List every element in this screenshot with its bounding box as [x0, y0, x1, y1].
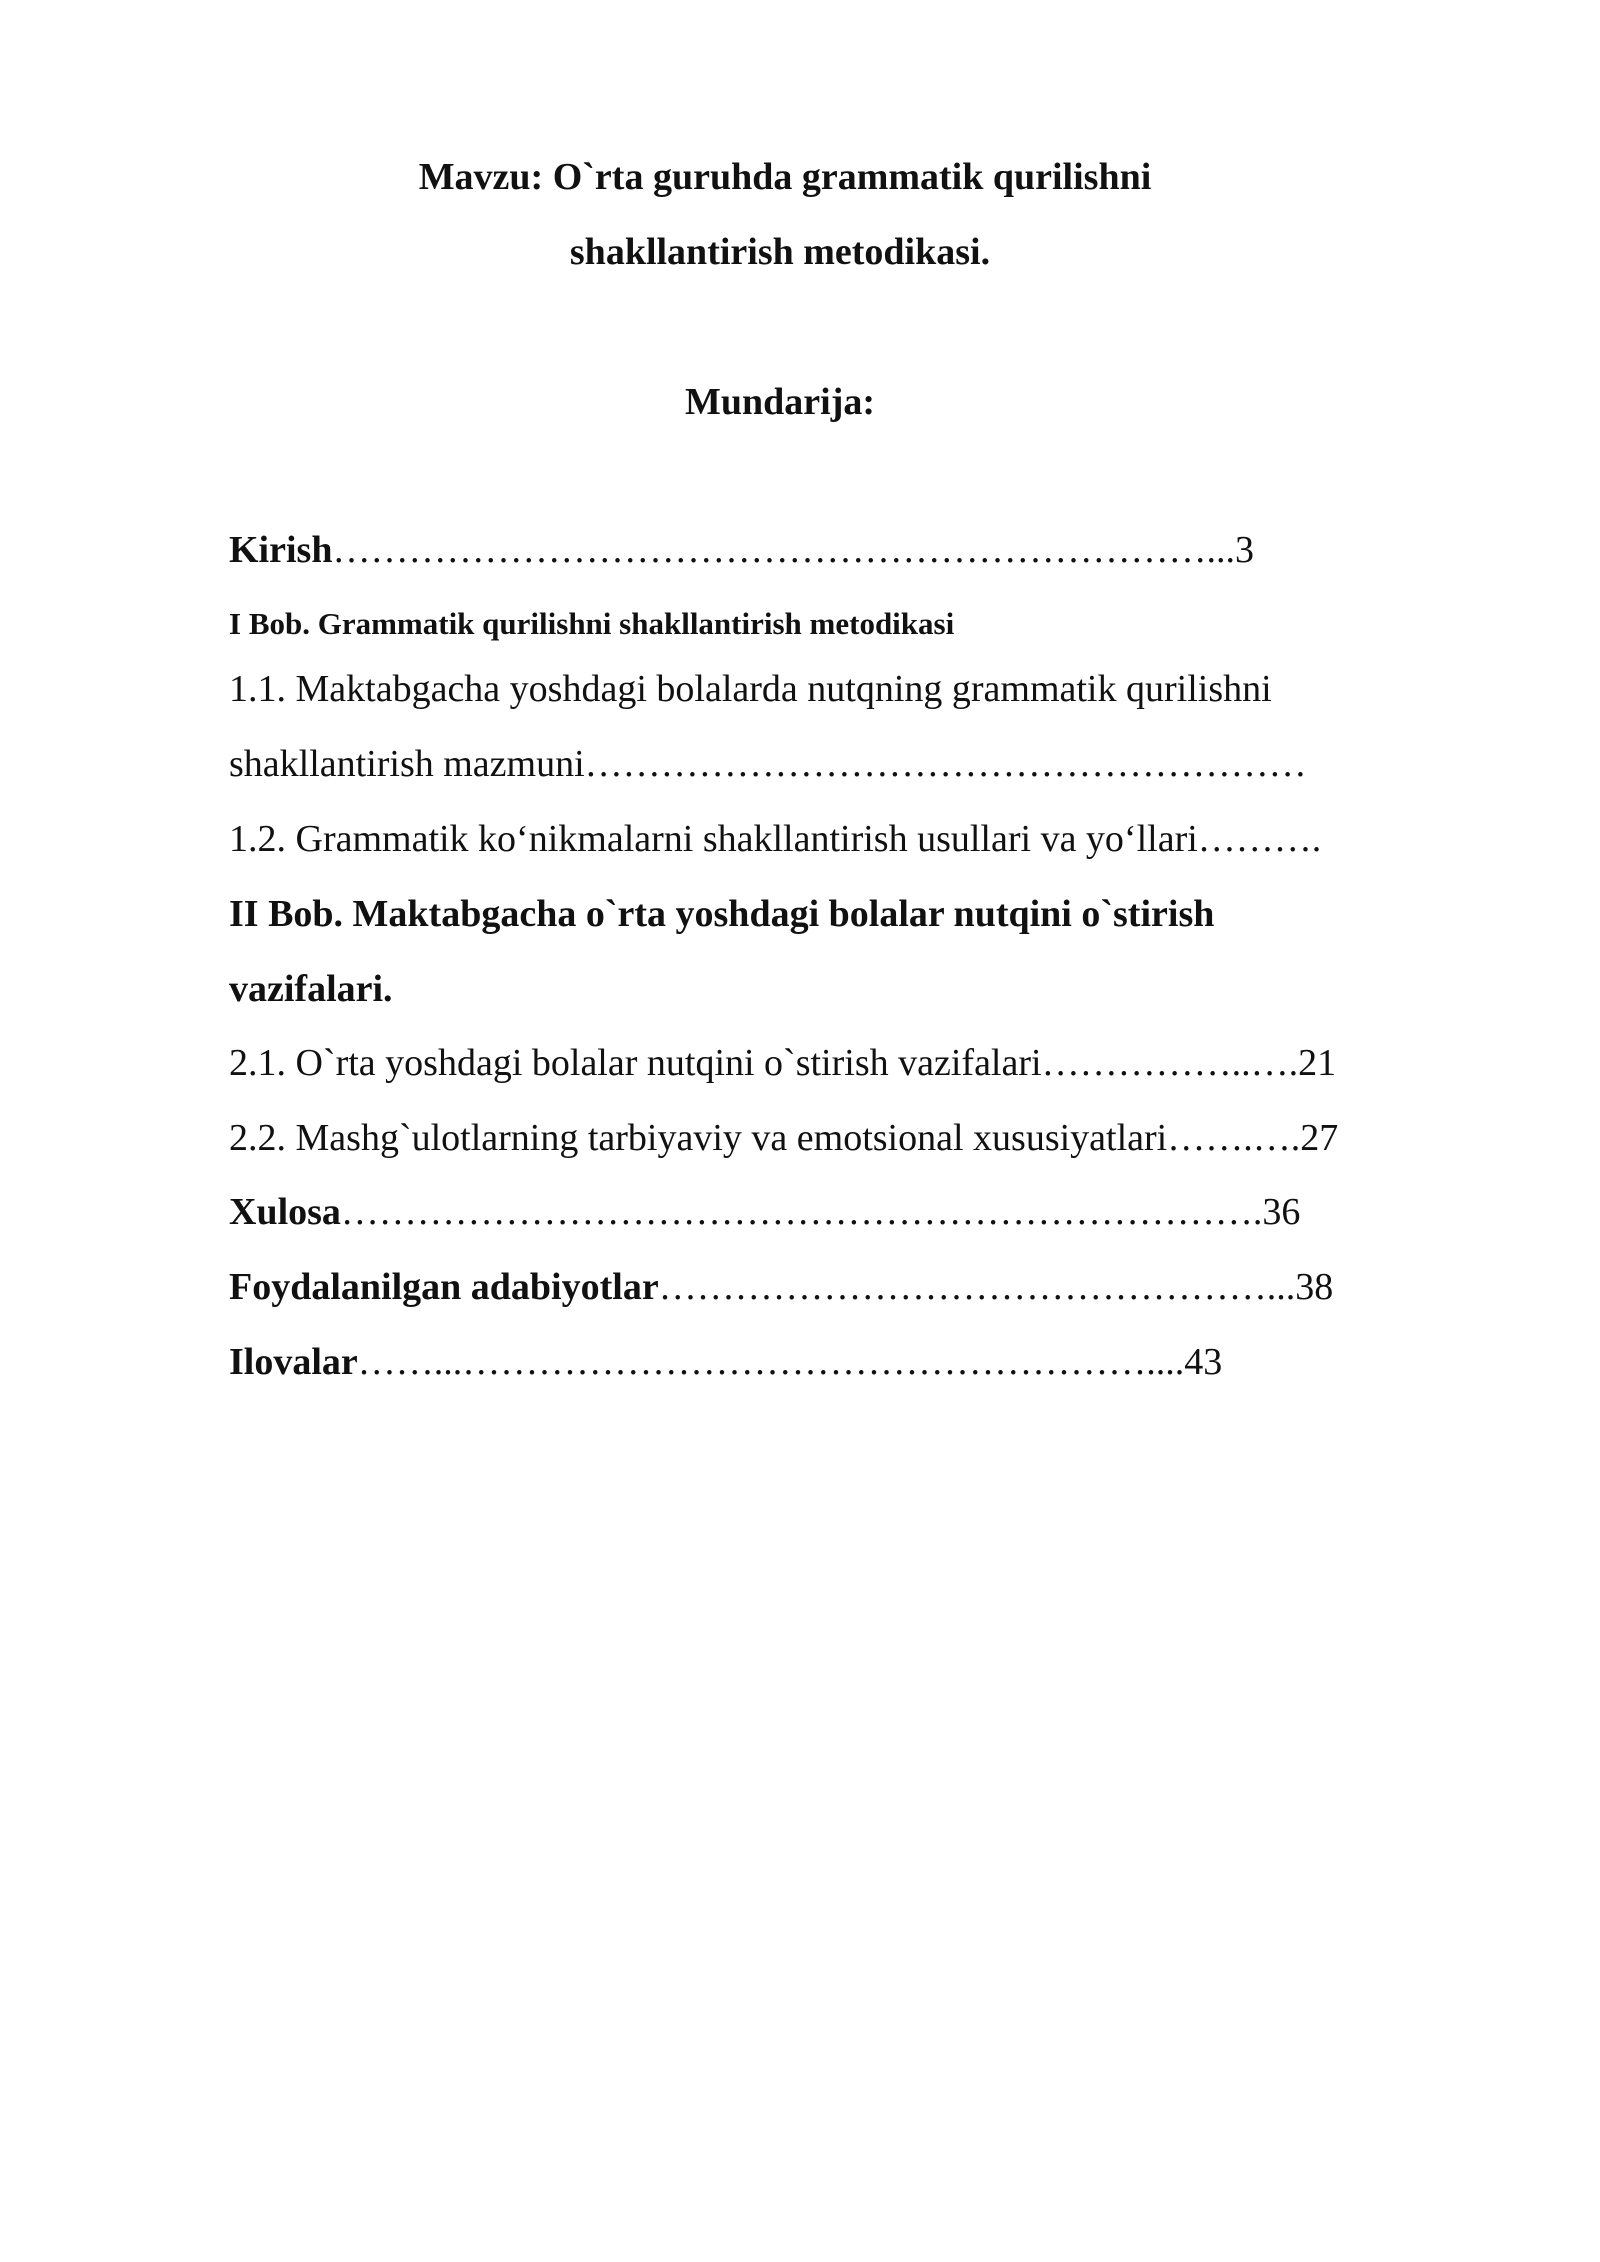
toc-label-ilovalar: Ilovalar [229, 1341, 358, 1383]
contents-heading: Mundarija: [685, 381, 875, 423]
toc-item-2-1: 2.1. O`rta yoshdagi bolalar nutqini o`stirish vazifalari……………..….21 [229, 1042, 1337, 1084]
toc-leader-xulosa: ……………………………………………………………….36 [340, 1191, 1301, 1233]
toc-leader-adabiyotlar: …………………………………………...38 [658, 1266, 1334, 1308]
toc-item-kirish [229, 526, 1254, 574]
toc-chapter-2-line1: II Bob. Maktabgacha o`rta yoshdagi bolalar nutqini o`stirish [229, 893, 1215, 935]
toc-item-2-2: 2.2. Mashg`ulotlarning tarbiyaviy va emotsional xususiyatlari…….….27 [229, 1117, 1339, 1159]
toc-chapter-1: I Bob. Grammatik qurilishni shakllantirish metodikasi [229, 606, 955, 641]
toc-item-xulosa [229, 1188, 1300, 1236]
toc-item-adabiyotlar [229, 1263, 1333, 1311]
toc-leader-kirish: ……………………………………………………………...3 [332, 529, 1254, 571]
toc-item-ilovalar [229, 1338, 1222, 1386]
toc-item-1-1-line1: 1.1. Maktabgacha yoshdagi bolalarda nutqning grammatik qurilishni [229, 668, 1272, 710]
toc-item-1-1-line2: shakllantirish mazmuni………………………………………………… [229, 743, 1307, 785]
toc-label-kirish: Kirish [229, 529, 333, 571]
toc-chapter-2-line2: vazifalari. [229, 968, 393, 1010]
title-line-1: Mavzu: O`rta guruhda grammatik qurilishni [418, 156, 1152, 198]
title-line-2: shakllantirish metodikasi. [569, 231, 991, 273]
toc-label-adabiyotlar: Foydalanilgan adabiyotlar [229, 1266, 659, 1308]
toc-label-xulosa: Xulosa [229, 1191, 341, 1233]
toc-leader-ilovalar: ……...………………………………………………....43 [357, 1341, 1223, 1383]
toc-item-1-2: 1.2. Grammatik ko‘nikmalarni shakllantirish usullari va yo‘llari………. [229, 818, 1322, 860]
